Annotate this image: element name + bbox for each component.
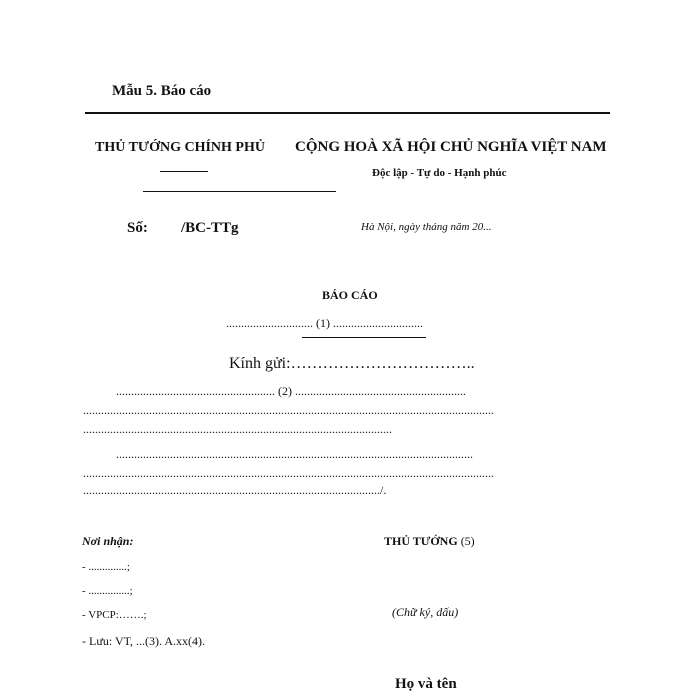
body-line-4: .......................................................................................................................	[116, 447, 473, 461]
body-line-2: .........................................................................................................................................	[83, 403, 494, 417]
body-line-3: .......................................................................................................	[83, 422, 392, 436]
signer-title: THỦ TƯỚNG	[384, 534, 458, 548]
form-title: Mẫu 5. Báo cáo	[112, 83, 212, 99]
recipient-item: - ..............;	[82, 561, 130, 573]
recipient-item: - VPCP:…….;	[82, 609, 147, 621]
signer-title-line	[384, 534, 475, 549]
signer-name-placeholder: Họ và tên	[395, 676, 457, 692]
national-motto: Độc lập - Tự do - Hạnh phúc	[372, 167, 507, 179]
report-heading: BÁO CÁO	[322, 288, 378, 302]
document-number-label: Số:	[127, 220, 148, 236]
addressee-line: Kính gửi:……………………………..	[229, 355, 475, 372]
place-date: Hà Nội, ngày tháng năm 20...	[361, 221, 492, 233]
subject-underline	[302, 337, 426, 338]
national-title: CỘNG HOÀ XÃ HỘI CHỦ NGHĨA VIỆT NAM	[295, 139, 607, 155]
body-line-6: .................................................................................................../.	[83, 483, 387, 497]
recipients-label: Nơi nhận:	[82, 534, 134, 548]
body-line-5: .........................................................................................................................................	[83, 466, 494, 480]
motto-underline	[143, 191, 336, 192]
document-number-suffix: /BC-TTg	[181, 220, 239, 236]
body-line-1: ..................................................... (2) .........................................................	[116, 384, 466, 398]
recipient-item: - ...............;	[82, 585, 133, 597]
agency-name: THỦ TƯỚNG CHÍNH PHỦ	[95, 140, 265, 155]
recipient-item: - Lưu: VT, ...(3). A.xx(4).	[82, 634, 206, 648]
report-subject: ............................. (1) ..............................	[226, 316, 423, 330]
top-divider	[85, 112, 610, 114]
agency-underline	[160, 171, 208, 172]
signature-instruction: (Chữ ký, dấu)	[392, 605, 459, 619]
signer-title-note: (5)	[460, 534, 475, 548]
